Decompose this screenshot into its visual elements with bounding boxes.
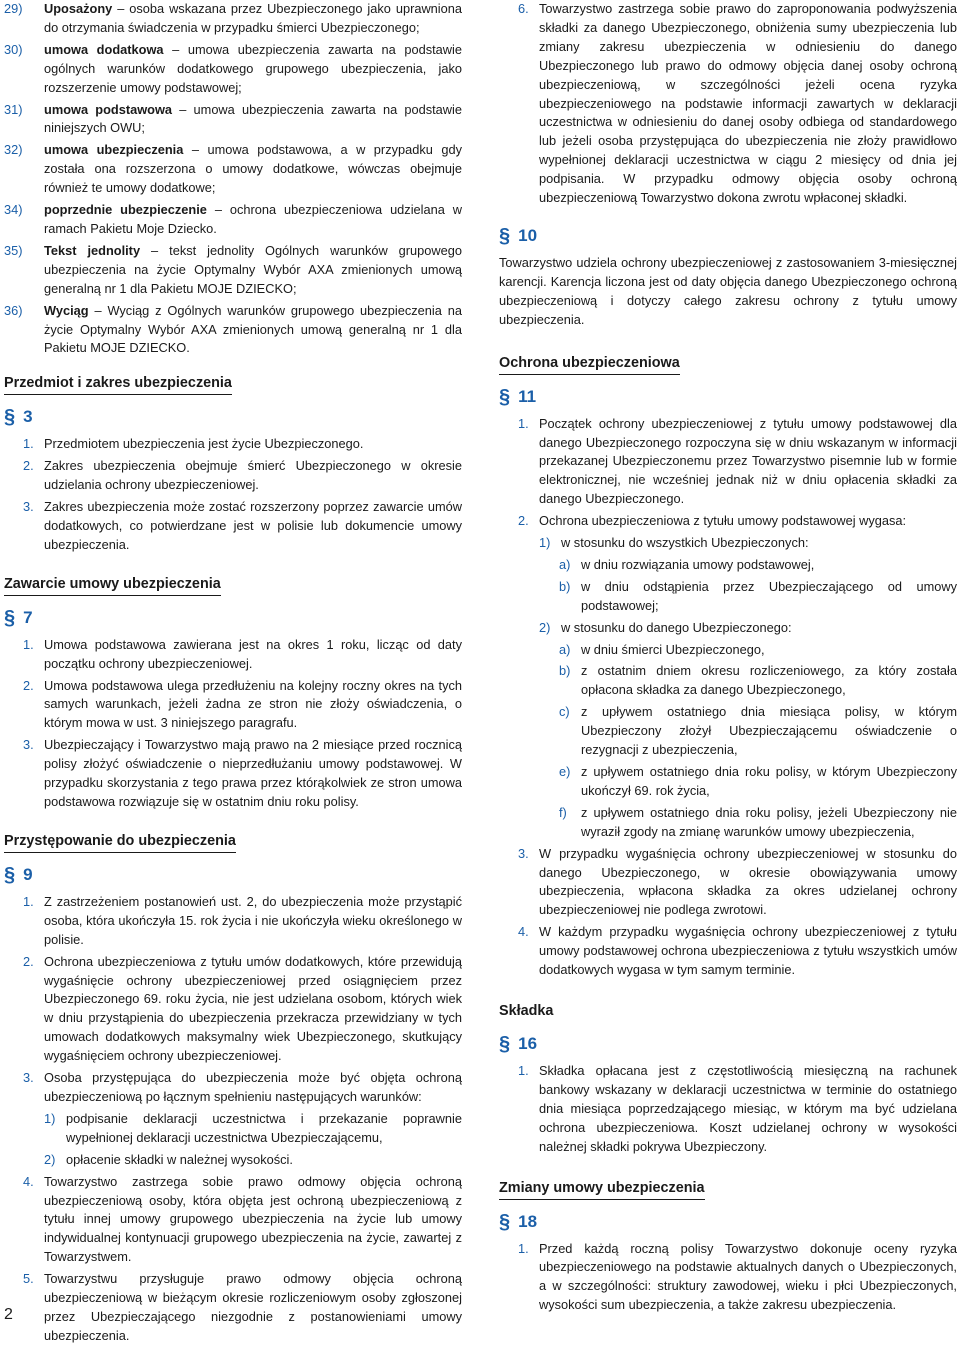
list-subsubitem: [499, 641, 957, 660]
list-item: [499, 1240, 957, 1316]
section-10-text: Towarzystwo udziela ochrony ubezpieczeniowej z zastosowaniem 3-miesięcznej karencji. Karencja liczona jest od daty objęcia danego Ubezpieczonego ochroną ubezpieczeniową i dotyczy całego zakresu ochrony z tytułu umowy ubezpieczenia.: [499, 254, 957, 327]
section-symbol: §: [4, 863, 16, 886]
section-16-header: [499, 1034, 957, 1054]
item-text: Początek ochrony ubezpieczeniowej z tytułu umowy podstawowej dla danego Ubezpieczonego rozpoczyna się w dniu wskazanym w informacji przekazanej Ubezpieczonemu przez Towarzystwo pisemnie lub w formie elektronicznej, nie wcześniej jednak niż w dniu opłacenia składki za danego Ubezpieczonego.: [539, 415, 957, 507]
item-text: Zakres ubezpieczenia obejmuje śmierć Ubezpieczonego w okresie udzielania ochrony ubezpieczeniowej.: [44, 458, 462, 493]
item-text: Składka opłacana jest z częstotliwością miesięczną na rachunek bankowy wskazany w deklaracji uczestnictwa w terminie do ostatniego dnia miesiąca poprzedzającego miesiąc, w którym ma być udzielana ochrona ubezpieczeniowa. Koszt udzielanej ochrony w wysokości należnej składki pokrywa Ubezpieczony.: [539, 1062, 957, 1154]
item-number: a): [559, 556, 571, 572]
list-subitem: [499, 619, 957, 638]
heading-joining: Przystępowanie do ubezpieczenia: [4, 832, 236, 853]
section-7-header: [4, 608, 462, 628]
item-text: W przypadku wygaśnięcia ochrony ubezpieczeniowej w stosunku do danego Ubezpieczonego, w okresie obowiązywania umowy ubezpieczenia, wpłacona składka za okres udzielanej ochrony ubezpieczeniowej nie podlega zwrotowi.: [539, 845, 957, 918]
section-7-items: [4, 636, 462, 812]
list-item: [4, 893, 462, 950]
item-text: Umowa podstawowa zawierana jest na okres 1 roku, licząc od daty początku ochrony ubezpieczeniowej.: [44, 636, 462, 671]
item-text: w stosunku do wszystkich Ubezpieczonych:: [561, 535, 809, 551]
section-symbol: §: [4, 606, 16, 629]
definition-text: – umowa ubezpieczenia zawarta na podstawie ogólnych warunków dodatkowego grupowego ubezpieczenia, jako rozszerzenie umowy podstawowej;: [44, 41, 462, 95]
item-text: z upływem ostatniego dnia roku polisy, jeżeli Ubezpieczony nie wyraził zgody na zmianę warunków umowy ubezpieczenia,: [581, 804, 957, 839]
section-3-header: [4, 407, 462, 427]
item-number: 35): [4, 242, 23, 258]
definition-item: [4, 41, 462, 98]
section-9-subitems: [4, 1110, 462, 1170]
item-number: 1.: [518, 1240, 529, 1256]
heading-premium: Składka: [499, 1002, 554, 1019]
item-number: 3.: [518, 845, 529, 861]
defined-term: Uposażony: [44, 1, 113, 16]
list-item: [4, 498, 462, 555]
item-text: podpisanie deklaracji uczestnictwa i przekazanie poprawnie wypełnionej deklaracji uczestnictwa Ubezpieczającemu,: [66, 1110, 462, 1145]
item-text: w stosunku do danego Ubezpieczonego:: [561, 619, 792, 635]
item-number: 32): [4, 142, 23, 158]
paragraph-6: [499, 0, 957, 208]
list-subitem: [499, 534, 957, 553]
item-number: 30): [4, 41, 23, 57]
item-text: Ochrona ubezpieczeniowa z tytułu umów dodatkowych, które przewidują wygaśnięcie ochrony ubezpieczeniowej przed osiągnięciem przez Ubezpieczonego 69. roku życia, nie jest udzielana osobom, których wiek w dniu przystąpienia do ubezpieczenia przekracza przewidziany w tych umowach dodatkowych maksymalny wiek Ubezpieczonego, skutkujący wygaśnięciem ochrony ubezpieczeniowej.: [44, 953, 462, 1064]
group-1-items: [499, 556, 957, 616]
item-number: 1.: [518, 1062, 529, 1078]
item-number: e): [559, 764, 571, 779]
section-number: 9: [23, 864, 33, 884]
definition-text: – Wyciąg z Ogólnych warunków grupowego ubezpieczenia na życie Optymalny Wybór AXA zmienionych umową generalną nr 1 dla Pakietu MOJE DZIECKO.: [44, 302, 462, 356]
section-symbol: §: [499, 224, 511, 247]
heading-changes: Zmiany umowy ubezpieczenia: [499, 1179, 705, 1200]
item-text: Umowa podstawowa ulega przedłużeniu na kolejny roczny okres na tych samych warunkach, jeżeli żadna ze stron nie złoży oświadczenia, o którym mowa w ust. 3 niniejszego paragrafu.: [44, 677, 462, 731]
list-item: [4, 736, 462, 812]
item-text: Przed każdą roczną polisy Towarzystwo dokonuje oceny ryzyka ubezpieczeniowego na podstawie aktualnych danych o Ubezpieczonych, a w szczególności: struktury zawodowej, wieku i płci Ubezpieczonych, wysokości sum ubezpieczenia, a także zakresu ubezpieczenia.: [539, 1240, 957, 1313]
item-number: 2.: [23, 458, 34, 474]
item-number: 2.: [23, 953, 34, 969]
item-number: 3.: [23, 1070, 34, 1086]
item-number: 1.: [23, 893, 34, 909]
section-number: 3: [23, 407, 33, 427]
item-text: z ostatnim dniem okresu rozliczeniowego, za który została opłacona składka za danego Ubezpieczonego,: [581, 663, 957, 698]
page-number: 2: [4, 1306, 13, 1323]
list-subsubitem: [499, 804, 957, 842]
item-number: 4.: [23, 1173, 34, 1189]
defined-term: Wyciąg: [44, 302, 89, 318]
item-text: Ochrona ubezpieczeniowa z tytułu umowy podstawowej wygasa:: [539, 513, 907, 529]
list-subitem: [4, 1110, 462, 1148]
list-item: [4, 636, 462, 674]
item-number: 36): [4, 302, 23, 318]
list-subsubitem: [499, 662, 957, 700]
definition-item: [4, 141, 462, 198]
section-3-items: [4, 435, 462, 554]
item-number: 29): [4, 1, 23, 16]
list-item: [499, 1062, 957, 1157]
item-text: [44, 0, 462, 38]
item-text: Towarzystwo zastrzega sobie prawo odmowy objęcia ochroną ubezpieczeniową osoby, która objęta jest ochroną ubezpieczeniową z tytułu innej umowy grupowego ubezpieczenia na życie lub umowy indywidualnej kontynuacji grupowego ubezpieczenia na życie, zawartej z Towarzystwem.: [44, 1173, 462, 1265]
item-text: [44, 101, 462, 139]
defined-term: umowa podstawowa: [44, 101, 173, 117]
item-text: Towarzystwo zastrzega sobie prawo do zaproponowania podwyższenia składki za danego Ubezpieczonego, obniżenia sumy ubezpieczenia lub zmiany zakresu ubezpieczenia w odniesieniu do danego Ubezpieczonego lub prawo do odmowy objęcia danej osoby ochroną ubezpieczeniową, w szczególności jeżeli ocena ryzyka ubezpieczeniowego na podstawie informacji zawartych w deklaracji uczestnictwa w odniesieniu do danej osoby odbiega od standardowego lub jeżeli osoba przystępująca do ubezpieczenia nie złoży prawidłowo wypełnionej deklaracji uczestnictwa w ciągu 2 miesięcy od dnia jej podpisania. W przypadku odmowy objęcia osoby ochroną ubezpieczeniową Towarzystwo dokona zwrotu wpłaconej składki.: [539, 1, 957, 206]
section-number: 7: [23, 607, 33, 627]
definition-text: – ochrona ubezpieczeniowa udzielana w ramach Pakietu Moje Dziecko.: [44, 202, 462, 236]
item-text: Towarzystwu przysługuje prawo odmowy objęcia ochroną ubezpieczeniową w bieżącym okresie rozliczeniowym osoby zgłoszonej przez Ubezpieczającego niezgodnie z postanowieniami umowy ubezpieczenia.: [44, 1271, 462, 1343]
definition-item: [4, 201, 462, 239]
definition-text: – umowa ubezpieczenia zawarta na podstawie niniejszych OWU;: [44, 101, 462, 136]
item-number: c): [559, 704, 570, 720]
heading-subject: Przedmiot i zakres ubezpieczenia: [4, 374, 232, 395]
defined-term: umowa dodatkowa: [44, 41, 164, 57]
item-number: 2): [44, 1151, 56, 1167]
item-text: [44, 242, 462, 299]
section-10-header: [499, 226, 957, 246]
item-number: 4.: [518, 924, 529, 940]
item-text: opłacenie składki w należnej wysokości.: [66, 1151, 293, 1167]
left-column: [4, 0, 462, 1349]
section-number: 11: [518, 386, 537, 406]
definition-item: [4, 101, 462, 139]
definition-item: [4, 302, 462, 359]
item-text: [44, 41, 462, 98]
item-number: 1.: [23, 436, 34, 452]
list-subitem: [4, 1151, 462, 1170]
definition-text: – umowa podstawowa, a w przypadku gdy została ona rozszerzona o umowy dodatkowe, wówczas obejmuje również te umowy dodatkowe;: [44, 142, 462, 196]
item-text: [44, 141, 462, 198]
right-column: [499, 0, 957, 1318]
section-number: 10: [518, 225, 538, 245]
list-item: [4, 457, 462, 495]
list-item: [499, 923, 957, 980]
section-18-header: [499, 1212, 957, 1232]
defined-term: poprzednie ubezpieczenie: [44, 202, 207, 218]
section-number: 18: [518, 1211, 538, 1231]
definition-item: [4, 242, 462, 299]
item-text: Osoba przystępująca do ubezpieczenia może być objęta ochroną ubezpieczeniową po łącznym spełnieniu następujących warunków:: [44, 1070, 462, 1104]
list-item: [4, 1173, 462, 1268]
list-item: [499, 512, 957, 531]
defined-term: umowa ubezpieczenia: [44, 142, 184, 158]
item-number: b): [559, 578, 571, 594]
list-item: [4, 677, 462, 734]
item-number: 2.: [518, 513, 529, 529]
item-text: Z zastrzeżeniem postanowień ust. 2, do ubezpieczenia może przystąpić osoba, która ukończyła 15. rok życia i nie ukończyła wieku określonego w polisie.: [44, 893, 462, 947]
item-text: [44, 302, 462, 359]
section-9-header: [4, 865, 462, 885]
section-9-items-continued: [4, 1173, 462, 1346]
item-text: z upływem ostatniego dnia roku polisy, w którym Ubezpieczony ukończył 69. rok życia,: [581, 764, 957, 798]
list-item: [499, 415, 957, 510]
list-item: [4, 435, 462, 454]
item-number: 1): [539, 535, 551, 551]
section-symbol: §: [499, 385, 511, 408]
heading-contract: Zawarcie umowy ubezpieczenia: [4, 575, 221, 596]
item-number: 2): [539, 619, 551, 635]
list-subsubitem: [499, 556, 957, 575]
item-number: 1.: [518, 415, 529, 431]
item-text: W każdym przypadku wygaśnięcia ochrony ubezpieczeniowej z tytułu umowy podstawowej ochrona ubezpieczeniowa z tytułu wszystkich umów dodatkowych wygasa w tym samym terminie.: [539, 924, 957, 978]
item-number: 31): [4, 101, 23, 117]
section-symbol: §: [499, 1032, 511, 1055]
definitions-list: [4, 0, 462, 358]
item-text: Ubezpieczający i Towarzystwo mają prawo na 2 miesiące przed rocznicą polisy złożyć oświadczenie o nieprzedłużaniu umowy podstawowej. W przypadku skorzystania z tego prawa przez którąkolwiek ze stron umowa podstawowa rozwiązuje się w ostatnim dniu roku polisy.: [44, 737, 462, 809]
list-subsubitem: [499, 578, 957, 616]
list-item: [4, 1069, 462, 1107]
section-9-items: [4, 893, 462, 1107]
item-number: 6.: [518, 1, 529, 16]
item-number: 1): [44, 1110, 56, 1126]
item-number: 3.: [23, 737, 34, 753]
item-number: 5.: [23, 1271, 34, 1287]
item-text: w dniu odstąpienia przez Ubezpieczającego od umowy podstawowej;: [581, 578, 957, 613]
section-symbol: §: [4, 406, 16, 429]
item-number: b): [559, 663, 571, 679]
list-subsubitem: [499, 703, 957, 760]
item-text: z upływem ostatniego dnia miesiąca polisy, w którym Ubezpieczony złożył Ubezpieczającemu oświadczenie o rezygnacji z ubezpieczenia,: [581, 704, 957, 758]
item-text: [44, 201, 462, 239]
item-number: a): [559, 641, 571, 657]
defined-term: Tekst jednolity: [44, 242, 141, 258]
item-text: w dniu śmierci Ubezpieczonego,: [581, 641, 765, 657]
item-number: f): [559, 804, 567, 820]
list-item: [499, 845, 957, 921]
section-11-header: [499, 387, 957, 407]
list-subsubitem: [499, 763, 957, 801]
item-number: 1.: [23, 636, 34, 652]
list-item: [4, 953, 462, 1066]
definition-text: – osoba wskazana przez Ubezpieczonego jako uprawniona do otrzymania świadczenia w przypadku śmierci Ubezpieczonego;: [44, 1, 462, 35]
item-number: 2.: [23, 677, 34, 693]
item-text: w dniu rozwiązania umowy podstawowej,: [581, 556, 815, 572]
item-number: 34): [4, 202, 23, 218]
heading-coverage: Ochrona ubezpieczeniowa: [499, 354, 680, 375]
item-text: Zakres ubezpieczenia może zostać rozszerzony poprzez zawarcie umów dodatkowych, co potwierdzane jest w polisie lub dokumencie umowy ubezpieczenia.: [44, 499, 462, 552]
definition-text: – tekst jednolity Ogólnych warunków grupowego ubezpieczenia na życie Optymalny Wybór AXA zmienionych umową generalną nr 1 dla Pakietu MOJE DZIECKO;: [44, 242, 463, 296]
item-text: Przedmiotem ubezpieczenia jest życie Ubezpieczonego.: [44, 436, 364, 452]
definition-item: [4, 0, 462, 38]
section-number: 16: [518, 1033, 538, 1053]
section-symbol: §: [499, 1210, 511, 1233]
list-item: [4, 1270, 462, 1346]
item-number: 3.: [23, 499, 34, 515]
group-2-items: [499, 641, 957, 842]
